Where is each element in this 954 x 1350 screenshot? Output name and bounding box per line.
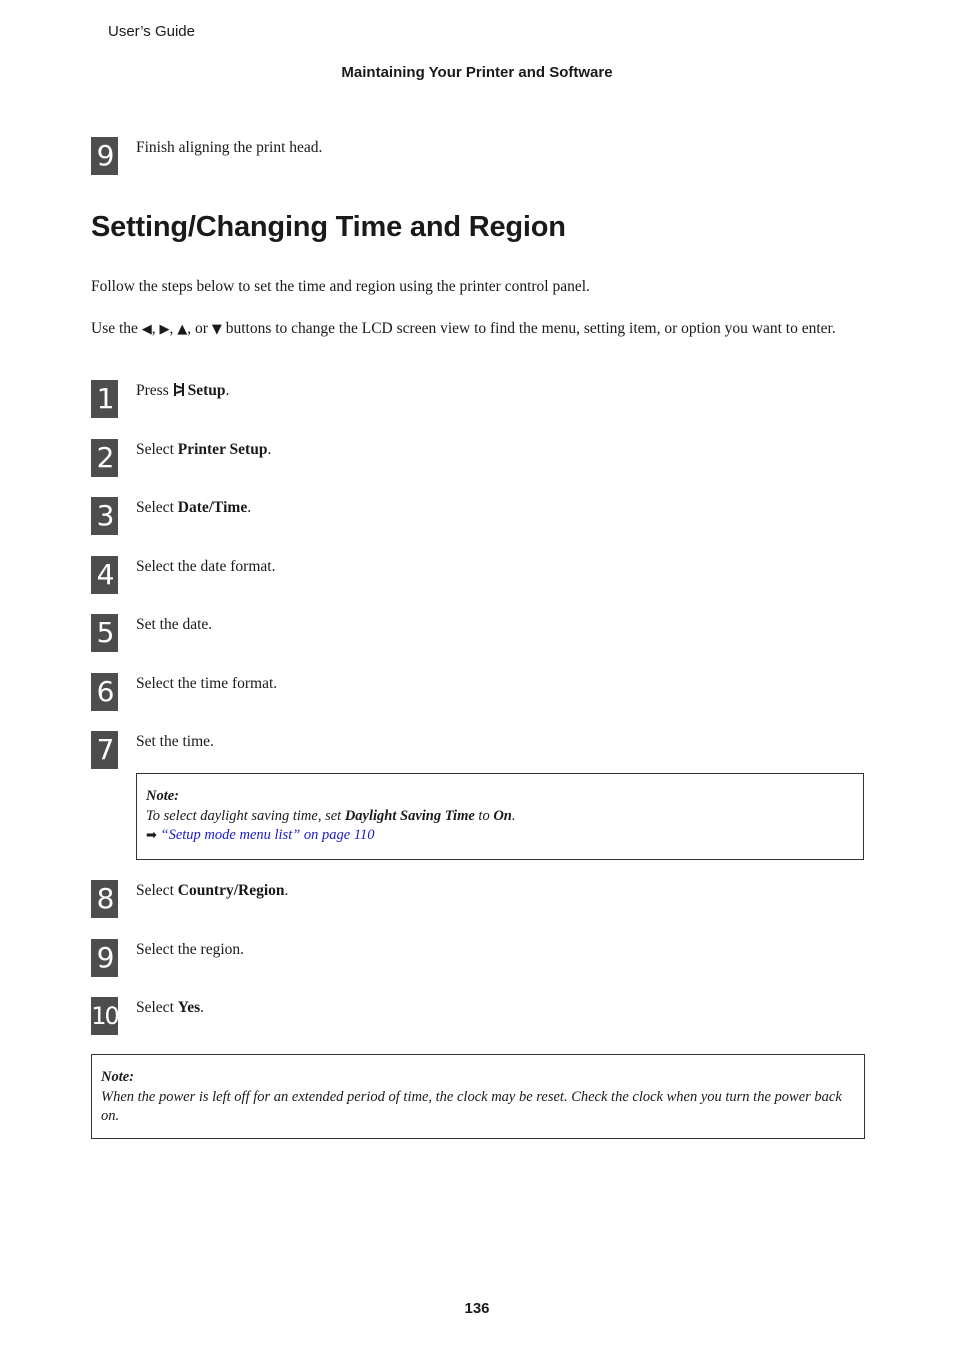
page-number: 136 — [464, 1300, 490, 1317]
step-number: 10 — [91, 997, 118, 1035]
step-text: Finish aligning the print head. — [136, 139, 323, 156]
left-arrow-icon: ◀ — [141, 322, 152, 337]
down-arrow-icon: ▼ — [211, 322, 222, 337]
right-arrow-icon: ▶ — [159, 322, 170, 337]
up-arrow-icon: ▲ — [177, 322, 188, 337]
step-text-post: . — [247, 499, 252, 516]
step-number: 4 — [91, 556, 118, 594]
running-header-guide: User’s Guide — [108, 23, 195, 40]
step-number: 9 — [91, 137, 118, 175]
step-number: 2 — [91, 439, 118, 477]
step-text-pre: Select — [136, 882, 178, 899]
note-bold-value: On — [493, 807, 512, 824]
note-text-mid: to — [474, 807, 494, 824]
arrow-right-icon: ➡ — [146, 828, 157, 843]
step-text-pre: Select — [136, 999, 178, 1016]
step-text — [136, 882, 288, 900]
note-bold-setting: Daylight Saving Time — [344, 807, 475, 824]
step-text-post: . — [284, 882, 289, 899]
step-text-post: . — [267, 441, 272, 458]
nav-text: Use the — [91, 320, 142, 337]
step-text: Select the date format. — [136, 558, 276, 575]
note-title: Note: — [101, 1069, 135, 1085]
navigation-instructions — [91, 319, 866, 340]
step-number: 5 — [91, 614, 118, 652]
step-number: 8 — [91, 880, 118, 918]
step-text — [136, 441, 271, 459]
step-text: Select the region. — [136, 941, 245, 958]
step-text-bold: Printer Setup — [177, 441, 268, 458]
step-text-post: . — [200, 999, 205, 1016]
nav-text: buttons to change the LCD screen view to find the menu, setting item, or option you want to enter. — [221, 320, 836, 337]
step-text: Set the date. — [136, 616, 213, 633]
step-text — [136, 382, 229, 400]
note-text: When the power is left off for an extended period of time, the clock may be reset. Check the clock when you turn the power back on. — [101, 1088, 842, 1124]
step-number: 1 — [91, 380, 118, 418]
step-text — [136, 999, 204, 1017]
step-text-bold: Yes — [177, 999, 201, 1016]
step-text-bold: Date/Time — [177, 499, 248, 516]
step-number: 9 — [91, 939, 118, 977]
step-text-post: . — [225, 382, 230, 399]
step-text: Select the time format. — [136, 675, 278, 692]
note-link-line — [146, 826, 854, 846]
running-header-section: Maintaining Your Printer and Software — [341, 64, 613, 81]
step-number: 3 — [91, 497, 118, 535]
setup-icon — [173, 383, 185, 396]
step-text: Set the time. — [136, 733, 214, 750]
note-title: Note: — [146, 788, 180, 804]
clock-reset-note — [91, 1054, 865, 1139]
nav-text: , or — [187, 320, 212, 337]
note-text-pre: To select daylight saving time, set — [146, 807, 345, 824]
nav-text: , — [169, 320, 178, 337]
step-text-bold: Country/Region — [177, 882, 285, 899]
step-text-pre: Press — [136, 382, 173, 399]
nav-text: , — [151, 320, 160, 337]
step-text-bold: Setup — [187, 382, 226, 399]
note-text-post: . — [511, 807, 516, 824]
step-text-pre: Select — [136, 499, 178, 516]
daylight-saving-note — [136, 773, 864, 860]
note-text — [146, 807, 854, 827]
step-text — [136, 499, 251, 517]
setup-menu-link[interactable]: “Setup mode menu list” on page 110 — [160, 827, 375, 843]
intro-paragraph: Follow the steps below to set the time and region using the printer control panel. — [91, 278, 590, 295]
step-number: 6 — [91, 673, 118, 711]
step-number: 7 — [91, 731, 118, 769]
page-title: Setting/Changing Time and Region — [91, 211, 566, 243]
step-text-pre: Select — [136, 441, 178, 458]
